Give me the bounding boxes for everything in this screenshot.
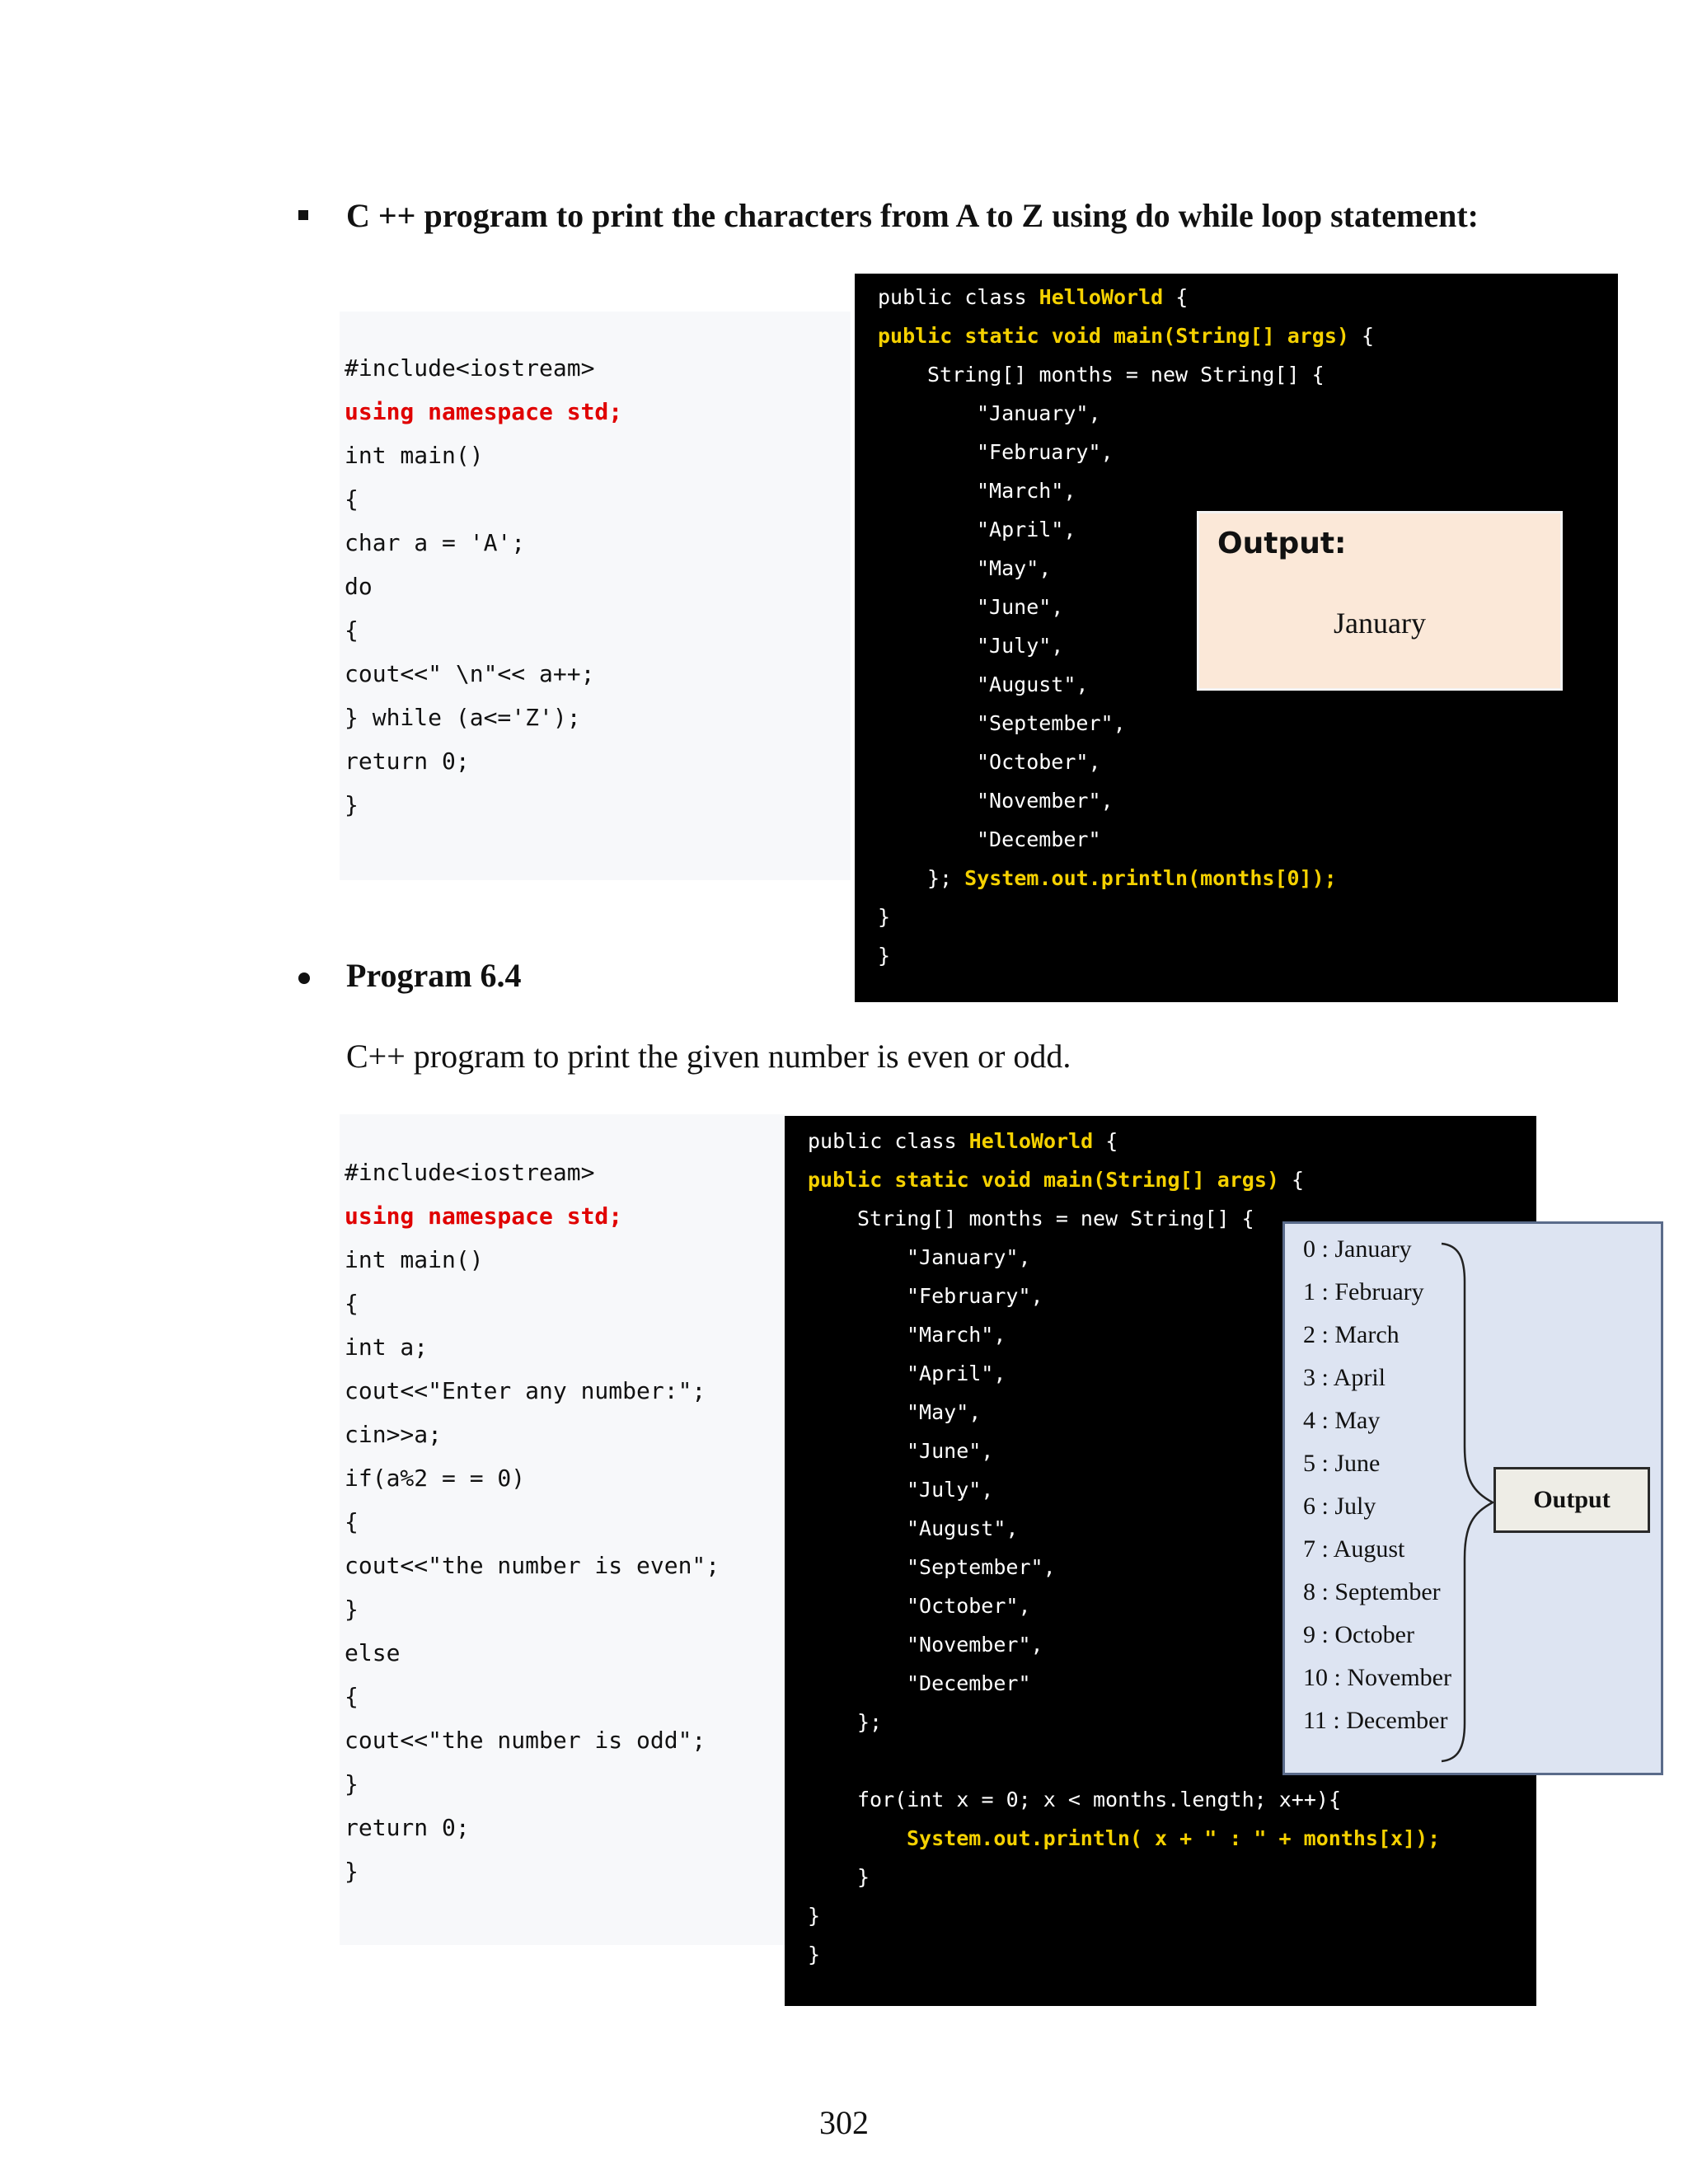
code-line: "July", [977,634,1064,658]
code-line: "June", [977,595,1064,619]
code-line: if(a%2 = = 0) [345,1465,526,1492]
code-line: } [878,905,891,929]
code-line: } [857,1865,870,1889]
code-line: "March", [977,479,1076,503]
code-line: using namespace std; [345,398,623,425]
code-line: } [345,1770,359,1797]
code-line: #include<iostream> [345,354,595,382]
code-line: "August", [977,673,1089,696]
code-line: "June", [907,1439,994,1463]
code-line: { [345,1683,359,1710]
output-line: 5 : June [1303,1450,1381,1477]
code-line: } [808,1943,821,1966]
page-number: 302 [819,2104,869,2141]
code-line: "March", [907,1323,1006,1347]
code-line: }; System.out.println(months[0]); [927,866,1337,890]
code-line: return 0; [345,748,470,775]
round-bullet [298,972,310,984]
program-heading: Program 6.4 [346,957,522,994]
code-line: do [345,573,373,600]
output-line: 3 : April [1303,1364,1386,1391]
output-line: 6 : July [1303,1493,1376,1520]
output-line: 2 : March [1303,1321,1400,1348]
code-line: } [345,1596,359,1623]
code-line: } [808,1904,821,1928]
code-line: } while (a<='Z'); [345,704,581,731]
code-line: "October", [977,750,1101,774]
code-line: cout<<"Enter any number:"; [345,1377,706,1404]
output-line: 8 : September [1303,1578,1441,1605]
output-line: 10 : November [1303,1664,1451,1691]
code-line: "July", [907,1478,994,1502]
code-line: { [345,1290,359,1317]
code-line: "May", [977,556,1052,580]
output-line: 4 : May [1303,1407,1381,1434]
code-line: } [345,1858,359,1885]
code-line: }; [857,1710,883,1734]
code-line: "December" [977,827,1101,851]
code-line: String[] months = new String[] { [857,1207,1254,1230]
square-bullet [298,210,308,220]
code-line: #include<iostream> [345,1159,595,1186]
code-line: "December" [907,1671,1031,1695]
code-line: public static void main(String[] args) { [878,324,1375,348]
output-line: 11 : December [1303,1707,1448,1734]
code-line: cout<<"the number is even"; [345,1552,720,1579]
output-line: 7 : August [1303,1535,1405,1563]
code-line: "November", [907,1633,1043,1657]
output-line: 0 : January [1303,1235,1412,1263]
code-line: System.out.println( x + " : " + months[x]); [907,1826,1441,1850]
code-line: "October", [907,1594,1031,1618]
code-line: String[] months = new String[] { [927,363,1325,387]
code-line: { [345,1508,359,1535]
code-line: int main() [345,1246,484,1273]
code-line: "January", [977,401,1101,425]
code-line: public class HelloWorld { [878,285,1189,309]
code-line: int main() [345,442,484,469]
code-line: } [878,944,891,968]
code-line: char a = 'A'; [345,529,526,556]
output-label: Output: [1217,527,1347,560]
code-line: "August", [907,1516,1019,1540]
cpp-code-panel-1 [340,312,851,880]
code-line: "January", [907,1245,1031,1269]
output-line: 1 : February [1303,1278,1424,1305]
code-line: cin>>a; [345,1421,443,1448]
output-value: January [1334,607,1426,640]
code-line: "April", [977,518,1076,541]
code-line: public static void main(String[] args) { [808,1168,1305,1192]
code-line: } [345,791,359,818]
code-line: for(int x = 0; x < months.length; x++){ [857,1788,1341,1811]
code-line: "April", [907,1361,1006,1385]
output-line: 9 : October [1303,1621,1414,1648]
code-line: return 0; [345,1814,470,1841]
code-line: cout<<"the number is odd"; [345,1727,706,1754]
code-line: cout<<" \n"<< a++; [345,660,595,687]
code-line: "September", [907,1555,1056,1579]
code-line: "September", [977,711,1126,735]
code-line: "November", [977,789,1114,813]
code-line: using namespace std; [345,1202,623,1230]
code-line: "May", [907,1400,982,1424]
code-line: int a; [345,1333,429,1361]
output-box [1197,511,1563,691]
output-label-box: Output [1493,1467,1650,1533]
code-line: else [345,1639,401,1666]
code-line: "February", [977,440,1114,464]
code-line: { [345,616,359,644]
code-line: "February", [907,1284,1043,1308]
code-line: public class HelloWorld { [808,1129,1118,1153]
program-description: C++ program to print the given number is even or odd. [346,1038,1071,1075]
code-line: { [345,485,359,513]
cpp-code-panel-2 [340,1114,785,1945]
section-heading: C ++ program to print the characters from A to Z using do while loop statement: [346,197,1479,234]
